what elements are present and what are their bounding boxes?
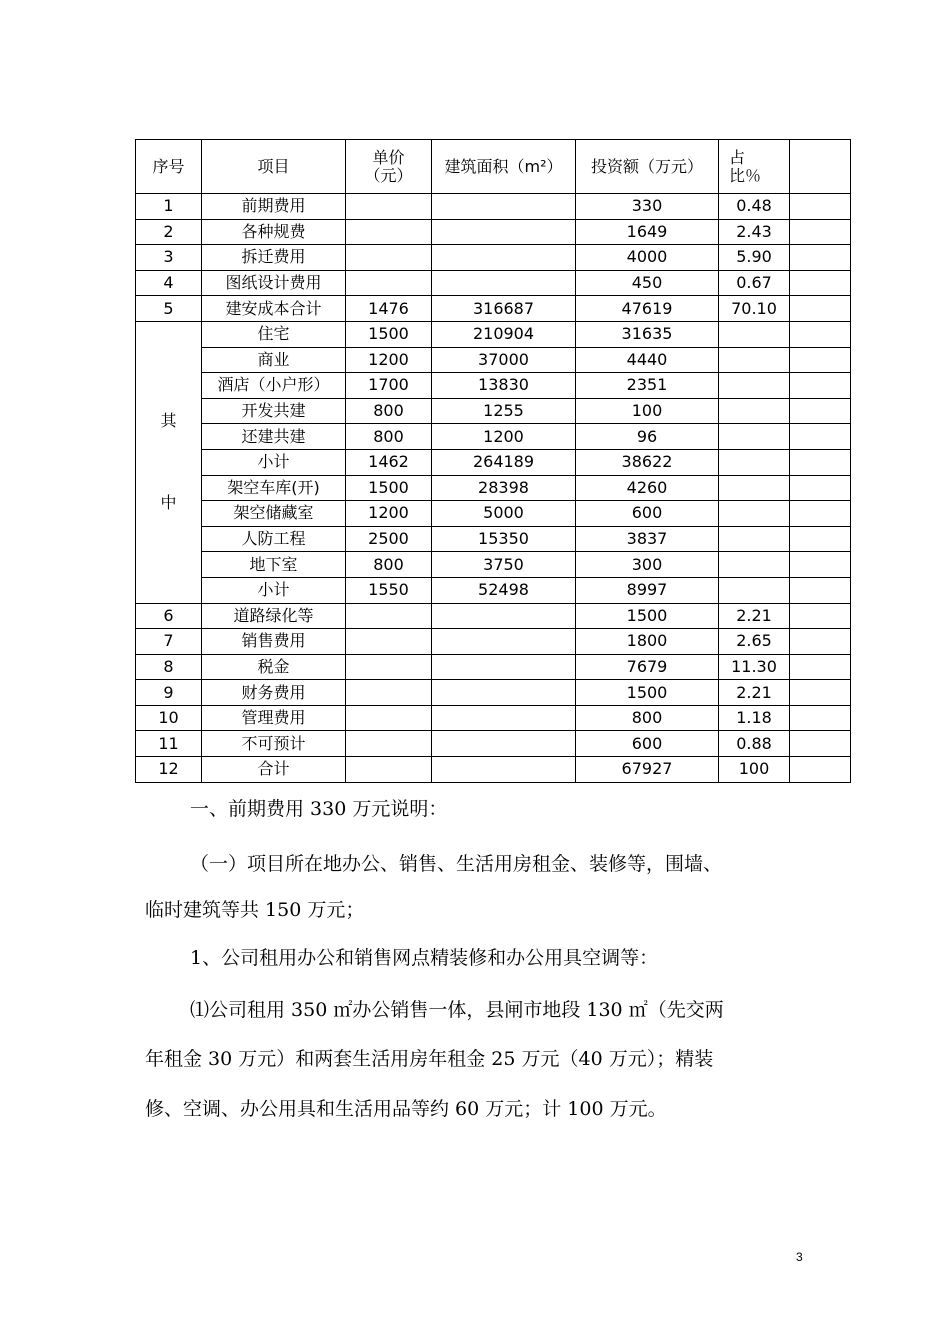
header-unit-price-line1: 单价 [372, 147, 405, 167]
row-investment: 4440 [576, 347, 719, 373]
header-row [136, 140, 851, 194]
row-seq: 5 [136, 296, 202, 322]
row-unit-price: 1700 [346, 373, 432, 399]
row-area: 52498 [432, 577, 576, 603]
row-unit-price [346, 731, 432, 757]
table-row [136, 654, 851, 680]
row-area: 5000 [432, 501, 576, 527]
row-blank [790, 245, 851, 271]
paragraph-item-1: 1、公司租用办公和销售网点精装修和办公用具空调等： [190, 947, 659, 969]
row-blank [790, 731, 851, 757]
table-body [136, 140, 851, 783]
row-unit-price [346, 757, 432, 783]
row-blank [790, 449, 851, 475]
row-unit-price: 800 [346, 424, 432, 450]
table-row [136, 194, 851, 220]
header-blank [790, 140, 851, 194]
row-investment: 4000 [576, 245, 719, 271]
row-seq: 11 [136, 731, 202, 757]
row-investment: 38622 [576, 449, 719, 475]
row-ratio: 2.21 [719, 680, 790, 706]
row-item: 管理费用 [202, 705, 346, 731]
row-blank [790, 552, 851, 578]
row-investment: 330 [576, 194, 719, 220]
row-blank [790, 475, 851, 501]
row-investment: 3837 [576, 526, 719, 552]
row-blank [790, 501, 851, 527]
row-area: 3750 [432, 552, 576, 578]
paragraph-subsection-cont: 临时建筑等共 150 万元； [145, 899, 365, 921]
row-ratio: 2.65 [719, 629, 790, 655]
row-investment: 300 [576, 552, 719, 578]
row-item: 架空车库(开) [202, 475, 346, 501]
row-unit-price [346, 245, 432, 271]
row-seq: 2 [136, 219, 202, 245]
row-ratio: 2.21 [719, 603, 790, 629]
row-item: 合计 [202, 757, 346, 783]
table-row [136, 501, 851, 527]
row-blank [790, 680, 851, 706]
row-unit-price [346, 603, 432, 629]
header-ratio-line1: 占 [729, 147, 746, 167]
page-number: 3 [796, 1250, 803, 1264]
row-area [432, 654, 576, 680]
table-row [136, 219, 851, 245]
row-unit-price [346, 194, 432, 220]
row-ratio: 2.43 [719, 219, 790, 245]
row-item: 小计 [202, 577, 346, 603]
row-blank [790, 373, 851, 399]
row-unit-price: 1550 [346, 577, 432, 603]
table-row [136, 603, 851, 629]
row-blank [790, 424, 851, 450]
table-row [136, 373, 851, 399]
row-ratio [719, 347, 790, 373]
header-ratio-line2: 比％ [729, 165, 762, 185]
row-area: 37000 [432, 347, 576, 373]
row-item: 住宅 [202, 321, 346, 347]
table-row [136, 552, 851, 578]
row-unit-price: 800 [346, 552, 432, 578]
row-ratio [719, 526, 790, 552]
table-row [136, 680, 851, 706]
row-ratio [719, 577, 790, 603]
row-item: 不可预计 [202, 731, 346, 757]
investment-table [135, 139, 851, 783]
row-seq: 10 [136, 705, 202, 731]
table-row [136, 731, 851, 757]
row-item: 各种规费 [202, 219, 346, 245]
row-area [432, 270, 576, 296]
row-unit-price: 2500 [346, 526, 432, 552]
row-investment: 1500 [576, 680, 719, 706]
row-seq: 9 [136, 680, 202, 706]
row-investment: 8997 [576, 577, 719, 603]
row-blank [790, 757, 851, 783]
row-seq: 1 [136, 194, 202, 220]
paragraph-section-title: 一、前期费用 330 万元说明： [190, 798, 448, 820]
row-item: 人防工程 [202, 526, 346, 552]
row-unit-price [346, 629, 432, 655]
row-area [432, 757, 576, 783]
sub-label-zhong: 中 [160, 493, 177, 513]
row-ratio: 0.67 [719, 270, 790, 296]
sub-items-label [136, 321, 202, 603]
row-blank [790, 654, 851, 680]
row-unit-price: 1200 [346, 347, 432, 373]
row-unit-price: 1500 [346, 321, 432, 347]
row-blank [790, 270, 851, 296]
row-unit-price: 1462 [346, 449, 432, 475]
row-ratio: 5.90 [719, 245, 790, 271]
table-row [136, 398, 851, 424]
paragraph-item-1-1: ⑴公司租用 350 ㎡办公销售一体，县闸市地段 130 ㎡（先交两 [190, 999, 724, 1021]
row-investment: 4260 [576, 475, 719, 501]
row-blank [790, 603, 851, 629]
row-unit-price: 1200 [346, 501, 432, 527]
row-area [432, 705, 576, 731]
row-item: 还建共建 [202, 424, 346, 450]
header-ratio [719, 140, 790, 194]
row-item: 财务费用 [202, 680, 346, 706]
row-blank [790, 194, 851, 220]
header-unit-price [346, 140, 432, 194]
row-item: 地下室 [202, 552, 346, 578]
table-row [136, 296, 851, 322]
row-seq: 12 [136, 757, 202, 783]
header-item: 项目 [202, 140, 346, 194]
header-area: 建筑面积（m²） [432, 140, 576, 194]
row-area [432, 245, 576, 271]
row-investment: 96 [576, 424, 719, 450]
row-investment: 1649 [576, 219, 719, 245]
row-blank [790, 629, 851, 655]
paragraph-item-1-1-cont: 年租金 30 万元）和两套生活用房年租金 25 万元（40 万元）；精装 [145, 1048, 714, 1070]
row-item: 架空储藏室 [202, 501, 346, 527]
row-blank [790, 321, 851, 347]
table-row [136, 526, 851, 552]
row-area [432, 194, 576, 220]
row-investment: 100 [576, 398, 719, 424]
header-investment: 投资额（万元） [576, 140, 719, 194]
row-investment: 2351 [576, 373, 719, 399]
table-row [136, 347, 851, 373]
row-unit-price: 1500 [346, 475, 432, 501]
row-area: 210904 [432, 321, 576, 347]
row-blank [790, 296, 851, 322]
row-ratio: 11.30 [719, 654, 790, 680]
row-seq: 6 [136, 603, 202, 629]
table-row [136, 475, 851, 501]
table-row [136, 245, 851, 271]
row-unit-price: 1476 [346, 296, 432, 322]
row-ratio [719, 321, 790, 347]
row-item: 商业 [202, 347, 346, 373]
row-ratio [719, 552, 790, 578]
row-investment: 1800 [576, 629, 719, 655]
row-item: 建安成本合计 [202, 296, 346, 322]
row-ratio [719, 373, 790, 399]
row-investment: 1500 [576, 603, 719, 629]
row-area: 316687 [432, 296, 576, 322]
row-investment: 450 [576, 270, 719, 296]
row-ratio: 0.48 [719, 194, 790, 220]
row-item: 销售费用 [202, 629, 346, 655]
row-ratio: 0.88 [719, 731, 790, 757]
row-blank [790, 705, 851, 731]
row-investment: 600 [576, 731, 719, 757]
row-blank [790, 577, 851, 603]
row-investment: 31635 [576, 321, 719, 347]
table-row [136, 629, 851, 655]
row-ratio [719, 449, 790, 475]
row-area: 15350 [432, 526, 576, 552]
row-item: 前期费用 [202, 194, 346, 220]
row-item: 道路绿化等 [202, 603, 346, 629]
row-blank [790, 347, 851, 373]
row-ratio: 1.18 [719, 705, 790, 731]
row-ratio: 70.10 [719, 296, 790, 322]
row-ratio: 100 [719, 757, 790, 783]
table-row [136, 757, 851, 783]
row-seq: 8 [136, 654, 202, 680]
row-ratio [719, 424, 790, 450]
row-blank [790, 219, 851, 245]
row-item: 酒店（小户形） [202, 373, 346, 399]
row-seq: 4 [136, 270, 202, 296]
row-area [432, 680, 576, 706]
row-investment: 600 [576, 501, 719, 527]
row-area [432, 629, 576, 655]
row-blank [790, 526, 851, 552]
row-area [432, 219, 576, 245]
row-item: 开发共建 [202, 398, 346, 424]
table-row [136, 449, 851, 475]
row-item: 税金 [202, 654, 346, 680]
table-row [136, 424, 851, 450]
row-investment: 800 [576, 705, 719, 731]
table-row [136, 270, 851, 296]
row-unit-price [346, 219, 432, 245]
row-investment: 7679 [576, 654, 719, 680]
row-seq: 3 [136, 245, 202, 271]
row-ratio [719, 398, 790, 424]
row-item: 拆迁费用 [202, 245, 346, 271]
table-row [136, 577, 851, 603]
row-unit-price [346, 654, 432, 680]
row-investment: 67927 [576, 757, 719, 783]
table-row [136, 705, 851, 731]
row-area: 28398 [432, 475, 576, 501]
row-area: 1255 [432, 398, 576, 424]
header-unit-price-line2: （元） [364, 165, 413, 185]
row-investment: 47619 [576, 296, 719, 322]
row-unit-price [346, 270, 432, 296]
row-area: 1200 [432, 424, 576, 450]
header-seq: 序号 [136, 140, 202, 194]
row-area: 13830 [432, 373, 576, 399]
row-blank [790, 398, 851, 424]
row-area [432, 731, 576, 757]
table-row [136, 321, 851, 347]
row-ratio [719, 501, 790, 527]
row-item: 图纸设计费用 [202, 270, 346, 296]
paragraph-subsection: （一）项目所在地办公、销售、生活用房租金、装修等，围墙、 [190, 853, 723, 875]
row-ratio [719, 475, 790, 501]
row-unit-price [346, 680, 432, 706]
paragraph-item-1-1-end: 修、空调、办公用具和生活用品等约 60 万元；计 100 万元。 [145, 1098, 667, 1120]
row-item: 小计 [202, 449, 346, 475]
row-unit-price [346, 705, 432, 731]
sub-label-qi: 其 [160, 411, 177, 431]
row-unit-price: 800 [346, 398, 432, 424]
row-area: 264189 [432, 449, 576, 475]
row-area [432, 603, 576, 629]
row-seq: 7 [136, 629, 202, 655]
